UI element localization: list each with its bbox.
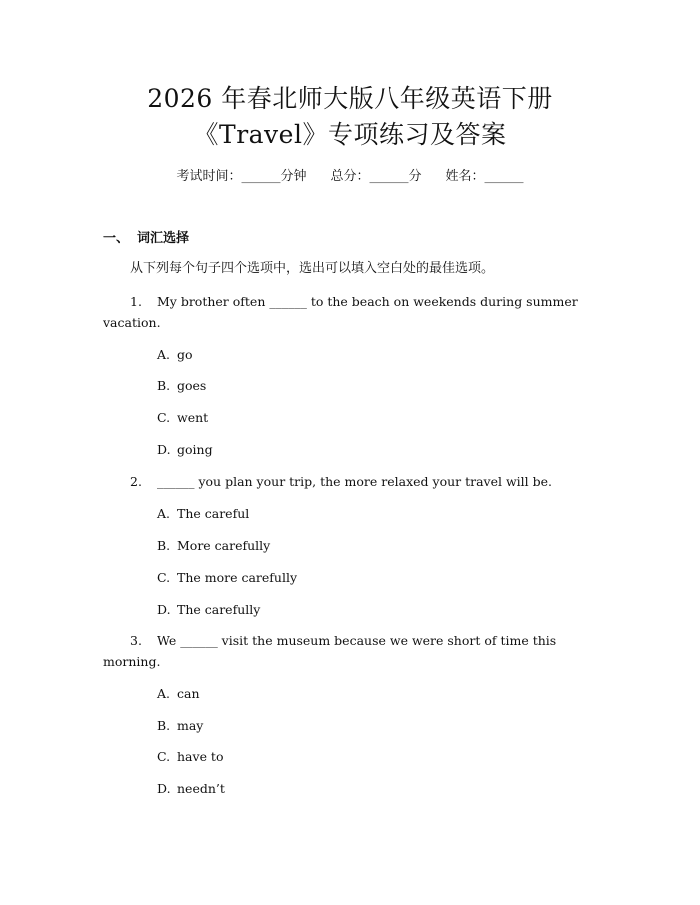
option-letter: C. <box>157 570 171 585</box>
option-letter: D. <box>157 781 171 796</box>
option-letter: A. <box>157 506 171 521</box>
option-2b <box>157 537 270 555</box>
question-1 <box>130 293 578 311</box>
option-text: goes <box>177 378 207 393</box>
option-text: can <box>177 686 200 701</box>
question-number: 1. <box>130 294 142 309</box>
option-letter: B. <box>157 378 171 393</box>
question-2 <box>130 473 552 491</box>
option-text: More carefully <box>177 538 271 553</box>
option-1a <box>157 346 193 364</box>
option-text: have to <box>177 749 224 764</box>
question-text: ______ you plan your trip, the more relaxed your travel will be. <box>157 474 553 489</box>
section-title: 词汇选择 <box>137 231 190 246</box>
section-heading <box>103 230 189 248</box>
document-title-line-2: 《Travel》专项练习及答案 <box>193 120 507 149</box>
question-text: We ______ visit the museum because we were short of time this <box>157 633 557 648</box>
question-text: My brother often ______ to the beach on weekends during summer <box>157 294 578 309</box>
option-text: go <box>177 347 193 362</box>
exam-name-field: 姓名：______ <box>445 169 524 184</box>
question-3 <box>130 632 556 650</box>
option-text: went <box>177 410 209 425</box>
option-2d <box>157 601 260 619</box>
question-1-continued: vacation. <box>103 315 161 330</box>
question-3-continued: morning. <box>103 654 161 669</box>
option-text: The careful <box>177 506 250 521</box>
option-text: The carefully <box>177 602 261 617</box>
option-letter: A. <box>157 347 171 362</box>
option-2a <box>157 505 249 523</box>
option-1b <box>157 377 206 395</box>
option-letter: B. <box>157 718 171 733</box>
question-number: 3. <box>130 633 142 648</box>
exam-time-field: 考试时间：______分钟 <box>176 169 307 184</box>
option-text: The more carefully <box>177 570 298 585</box>
option-text: going <box>177 442 213 457</box>
option-letter: B. <box>157 538 171 553</box>
option-1c <box>157 409 208 427</box>
exam-info <box>0 168 700 186</box>
option-text: needn’t <box>177 781 225 796</box>
document-title-line-1: 2026 年春北师大版八年级英语下册 <box>147 84 553 113</box>
option-3d <box>157 780 225 798</box>
option-letter: D. <box>157 442 171 457</box>
option-2c <box>157 569 297 587</box>
option-3a <box>157 685 200 703</box>
question-number: 2. <box>130 474 142 489</box>
exam-score-field: 总分：______分 <box>330 169 422 184</box>
option-3b <box>157 717 203 735</box>
option-letter: A. <box>157 686 171 701</box>
option-text: may <box>177 718 204 733</box>
option-1d <box>157 441 213 459</box>
option-letter: C. <box>157 410 171 425</box>
option-3c <box>157 748 223 766</box>
option-letter: D. <box>157 602 171 617</box>
section-number: 一、 <box>103 231 130 246</box>
option-letter: C. <box>157 749 171 764</box>
section-instruction: 从下列每个句子四个选项中，选出可以填入空白处的最佳选项。 <box>130 261 495 276</box>
